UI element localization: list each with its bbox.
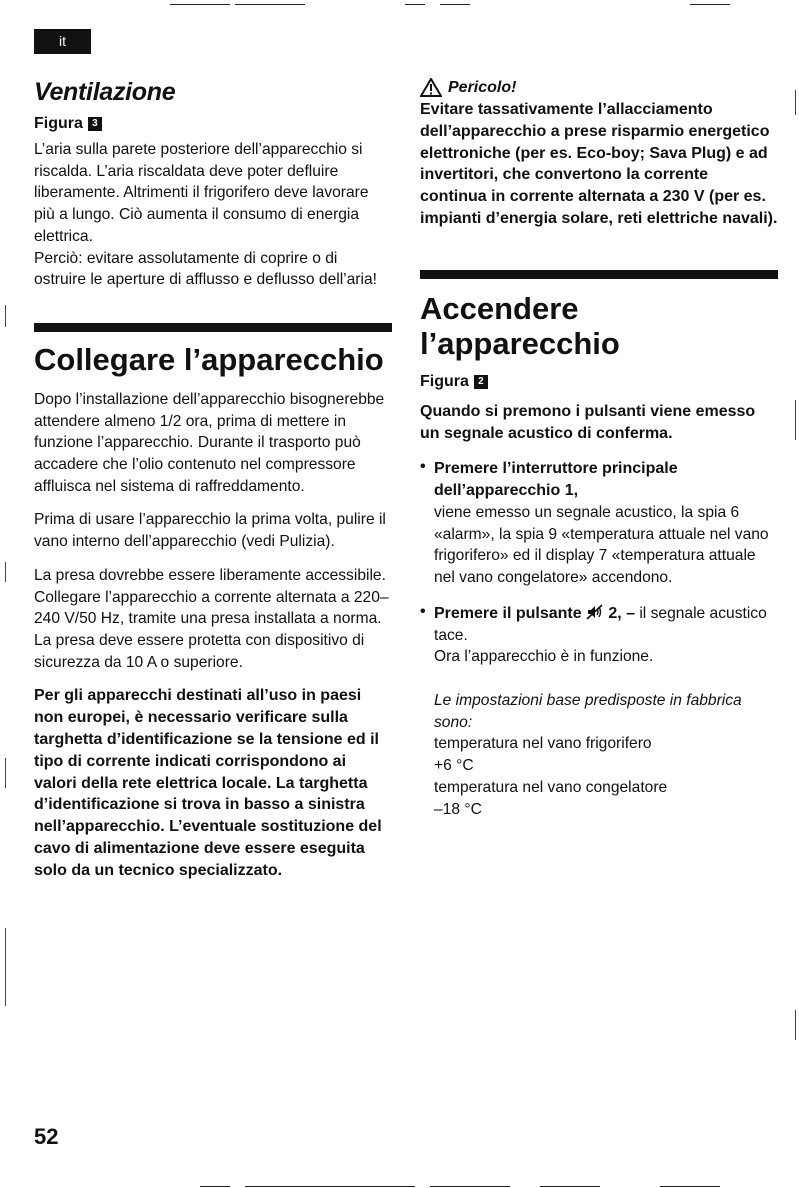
- step2-status: Ora l’apparecchio è in funzione.: [434, 648, 654, 666]
- left-column: [34, 78, 392, 882]
- figure-label: Figura: [420, 372, 469, 390]
- connect-title: Collegare l’apparecchio: [34, 341, 384, 377]
- margin-mark: [795, 1010, 796, 1040]
- alarm-off-icon: [586, 604, 604, 620]
- bottom-rule: [540, 1186, 600, 1187]
- connect-p4: Per gli apparecchi destinati all’uso in paesi non europei, è necessario verificare sulla targhetta d’identificazione se la tensione ed il tipo di corrente indicati corrispondono ai valori della rete elettrica locale. La targhetta d’identificazione si trova in basso a sinistra nell’apparecchio. L’eventuale sostituzione del cavo di alimentazione deve essere eseguita solo da un tecnico specializzato.: [34, 687, 382, 879]
- margin-mark: [5, 305, 6, 327]
- ventilation-figure-ref: [34, 115, 392, 133]
- switch-on-intro: Quando si premono i pulsanti viene emesso un segnale acustico di conferma.: [420, 402, 756, 442]
- section-divider: [420, 270, 778, 279]
- step1-instruction: Premere l’interruttore principale dell’apparecchio 1,: [434, 460, 678, 500]
- ventilation-body: L’aria sulla parete posteriore dell’apparecchio si riscalda. L’aria riscaldata deve poter defluire liberamente. Altrimenti il frigorifero deve lavorare più a lungo. Ciò aumenta il consumo di energia elettrica.: [34, 141, 369, 245]
- right-column: [420, 78, 778, 820]
- connect-p3: La presa dovrebbe essere liberamente accessibile. Collegare l’apparecchio a corrente alternata a 220–240 V/50 Hz, tramite una presa installata a norma. La presa deve essere protetta con dispositivo di sicurezza da 10 A o superiore.: [34, 566, 389, 671]
- warning-triangle-icon: [420, 78, 442, 97]
- factory-settings: [420, 690, 778, 820]
- margin-mark: [5, 928, 6, 1006]
- danger-heading: [420, 78, 778, 97]
- fridge-value: +6 °C: [434, 757, 474, 775]
- margin-mark: [795, 90, 796, 115]
- bottom-rule: [245, 1186, 415, 1187]
- danger-text: Evitare tassativamente l’allacciamento dell’apparecchio a prese risparmio energetico elettroniche (per es. Eco-boy; Sava Plug) e ad invertitori, che convertono la corrente continua in corrente alternata a 230 V (per es. impianti d’energia solare, reti elettriche navali).: [420, 101, 778, 227]
- bottom-rule: [200, 1186, 230, 1187]
- top-rule: [170, 4, 230, 5]
- top-rule: [405, 4, 425, 5]
- fridge-label: temperatura nel vano frigorifero: [434, 735, 652, 753]
- figure-number-box: 3: [88, 117, 102, 131]
- ventilation-warning: Perciò: evitare assolutamente di coprire o di ostruire le aperture di afflusso e deflusso dell’aria!: [34, 249, 377, 289]
- step1-detail: viene emesso un segnale acustico, la spia 6 «alarm», la spia 9 «temperatura attuale nel vano frigorifero» ed il display 7 «temperatura attuale nel vano congelatore» accendono.: [434, 503, 769, 587]
- step2-detail: il segnale acustico tace.: [434, 604, 767, 644]
- ventilation-title: Ventilazione: [34, 78, 176, 106]
- bullet-icon: •: [420, 458, 426, 476]
- bottom-rule: [430, 1186, 510, 1187]
- switch-on-title: Accendere l’apparecchio: [420, 290, 620, 361]
- figure-label: Figura: [34, 115, 83, 132]
- bullet-icon: •: [420, 602, 426, 620]
- margin-mark: [5, 758, 6, 788]
- top-rule: [690, 4, 730, 5]
- bottom-rule: [660, 1186, 720, 1187]
- connect-p1: Dopo l’installazione dell’apparecchio bisognerebbe attendere almeno 1/2 ora, prima di mettere in funzione l’apparecchio. Durante il trasporto può accadere che l’olio contenuto nel compressore affluisca nel sistema di raffreddamento.: [34, 390, 385, 495]
- margin-mark: [795, 400, 796, 440]
- step2-instruction: Premere il pulsante: [434, 604, 582, 622]
- danger-label: Pericolo!: [448, 78, 517, 96]
- top-rule: [235, 4, 305, 5]
- freezer-value: –18 °C: [434, 800, 482, 818]
- page-number: 52: [34, 1124, 59, 1149]
- step-list-item: [420, 458, 778, 588]
- freezer-label: temperatura nel vano congelatore: [434, 778, 668, 796]
- connect-p2: Prima di usare l’apparecchio la prima volta, pulire il vano interno dell’apparecchio (vedi Pulizia).: [34, 511, 386, 551]
- switch-on-figure-ref: [420, 373, 778, 391]
- step-list-item: [420, 603, 778, 668]
- top-rule: [440, 4, 470, 5]
- section-divider: [34, 323, 392, 332]
- language-badge: it: [34, 29, 91, 54]
- margin-mark: [5, 562, 6, 582]
- step2-key-ref: 2, –: [608, 604, 635, 622]
- figure-number-box: 2: [474, 375, 488, 389]
- factory-intro: Le impostazioni base predisposte in fabbrica sono:: [434, 691, 742, 731]
